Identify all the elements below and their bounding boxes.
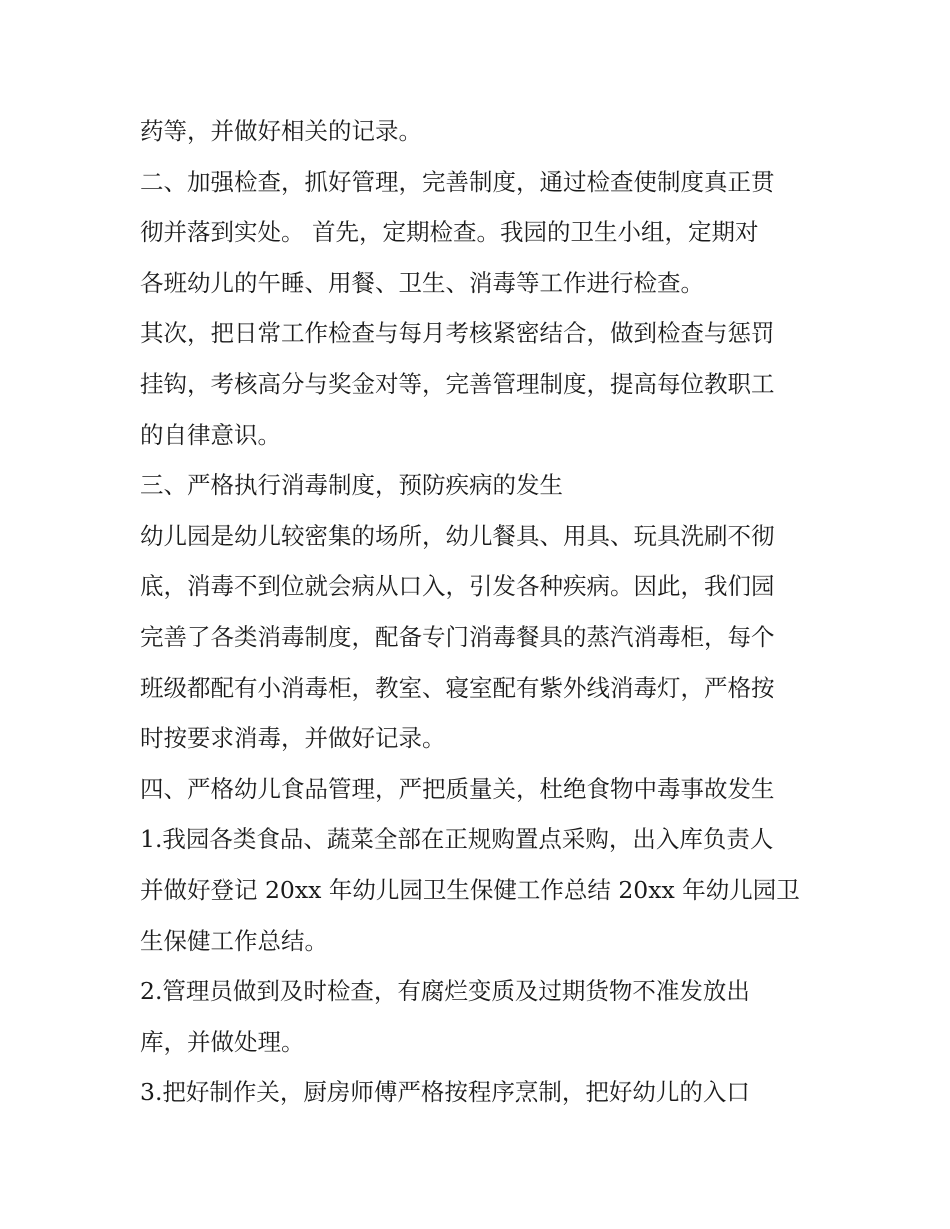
text-line: 1.我园各类食品、蔬菜全部在正规购置点采购，出入库负责人 xyxy=(140,825,774,854)
document-body xyxy=(140,106,830,1118)
text-line: 挂钩，考核高分与奖金对等，完善管理制度，提高每位教职工 xyxy=(140,369,775,398)
text-line: 生保健工作总结。 xyxy=(140,926,328,955)
text-line: 二、加强检查，抓好管理，完善制度，通过检查使制度真正贯 xyxy=(140,167,775,196)
text-line: 班级都配有小消毒柜，教室、寝室配有紫外线消毒灯，严格按 xyxy=(140,673,775,702)
text-line: 3.把好制作关，厨房师傅严格按程序烹制，把好幼儿的入口 xyxy=(140,1078,750,1107)
text-line: 幼儿园是幼儿较密集的场所，幼儿餐具、用具、玩具洗刷不彻 xyxy=(140,521,775,550)
text-line: 各班幼儿的午睡、用餐、卫生、消毒等工作进行检查。 xyxy=(140,268,704,297)
text-line: 底，消毒不到位就会病从口入，引发各种疾病。因此，我们园 xyxy=(140,572,775,601)
text-line: 彻并落到实处。 首先，定期检查。我园的卫生小组，定期对 xyxy=(140,218,759,247)
text-line: 时按要求消毒，并做好记录。 xyxy=(140,724,446,753)
text-line: 2.管理员做到及时检查，有腐烂变质及过期货物不准发放出 xyxy=(140,977,750,1006)
text-line: 库，并做处理。 xyxy=(140,1027,305,1056)
text-line: 并做好登记 20xx 年幼儿园卫生保健工作总结 20xx 年幼儿园卫 xyxy=(140,875,800,904)
text-line: 四、严格幼儿食品管理，严把质量关，杜绝食物中毒事故发生 xyxy=(140,774,775,803)
text-line: 的自律意识。 xyxy=(140,420,281,449)
text-line: 药等，并做好相关的记录。 xyxy=(140,117,422,145)
text-line: 完善了各类消毒制度，配备专门消毒餐具的蒸汽消毒柜，每个 xyxy=(140,622,775,651)
text-line: 三、严格执行消毒制度，预防疾病的发生 xyxy=(140,471,563,500)
text-line: 其次，把日常工作检查与每月考核紧密结合，做到检查与惩罚 xyxy=(140,319,775,348)
